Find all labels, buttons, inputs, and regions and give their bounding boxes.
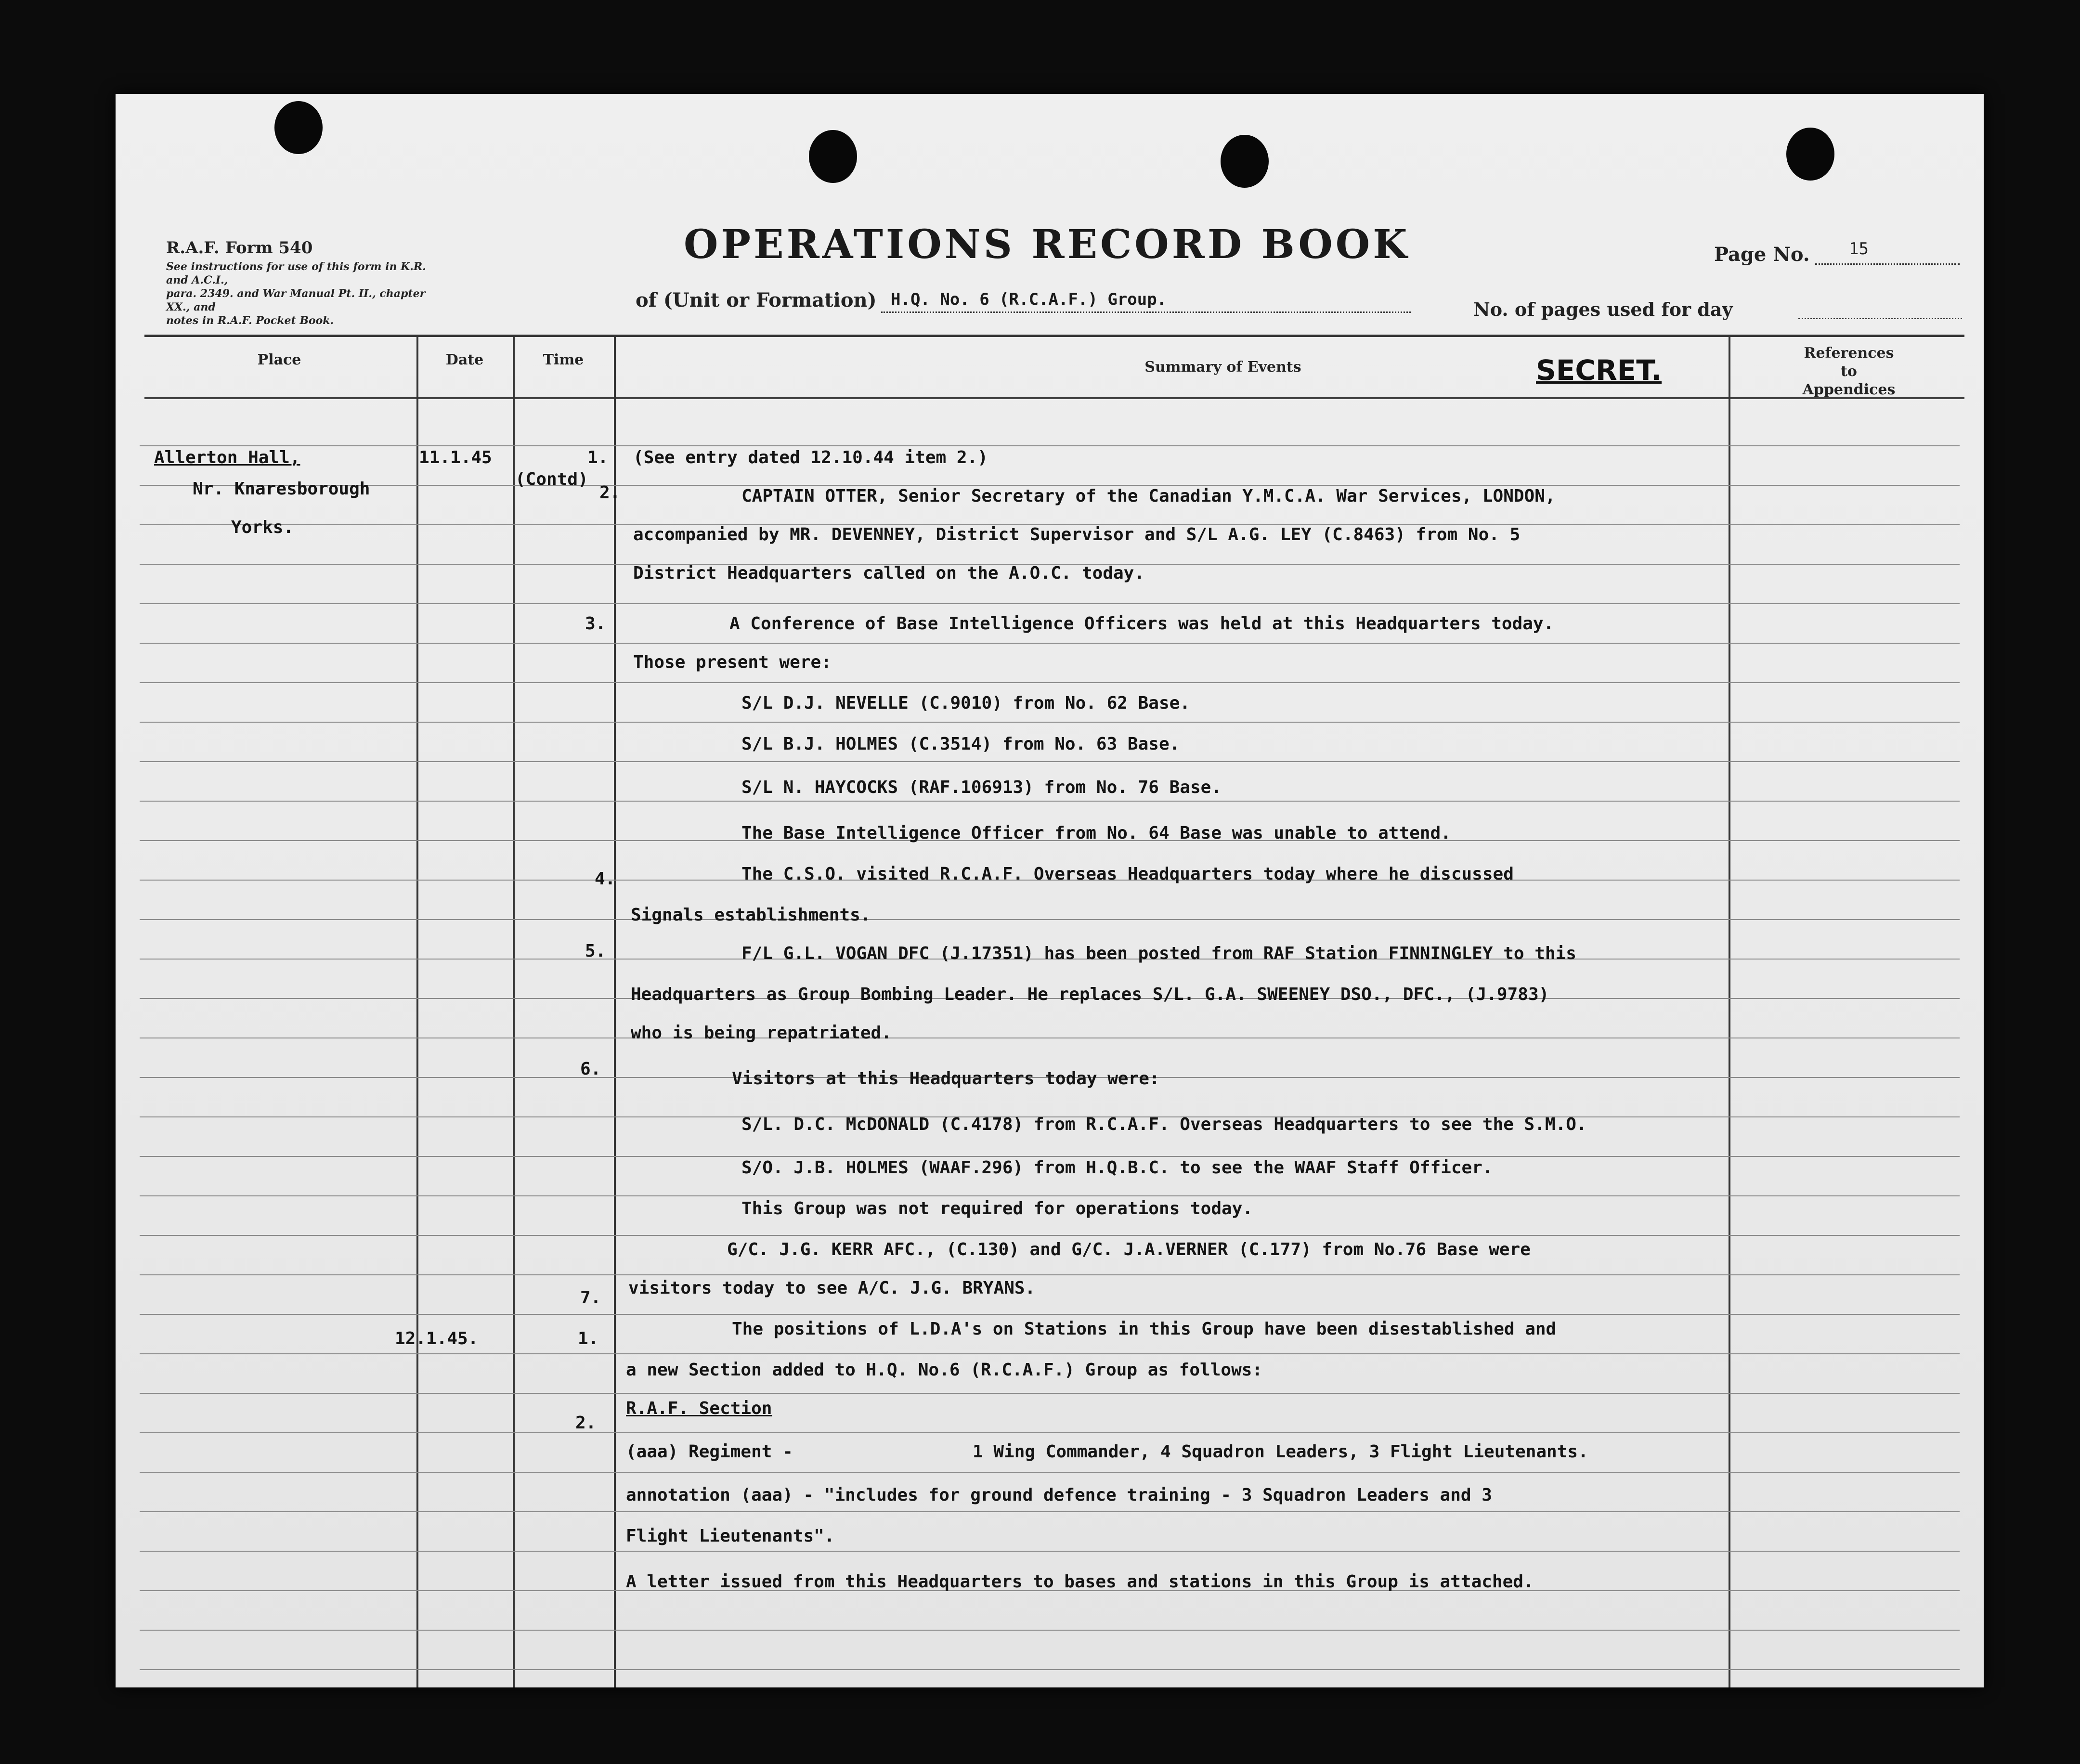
summary-line: Visitors at this Headquarters today were: xyxy=(732,1069,1160,1089)
summary-line: Headquarters as Group Bombing Leader. He replaces S/L. G.A. SWEENEY DSO., DFC., (J.9783) xyxy=(631,985,1549,1004)
item-number: 1. xyxy=(587,448,609,467)
ruled-line xyxy=(140,761,1960,762)
summary-line: Flight Lieutenants". xyxy=(626,1526,835,1546)
summary-heading: R.A.F. Section xyxy=(626,1399,772,1418)
ruled-line xyxy=(140,919,1960,920)
column-header-references-line: Appendices xyxy=(1802,381,1896,398)
summary-line: visitors today to see A/C. J.G. BRYANS. xyxy=(628,1278,1036,1298)
binder-hole-2 xyxy=(809,130,857,183)
unit-value: H.Q. No. 6 (R.C.A.F.) Group. xyxy=(891,290,1167,309)
form-number: R.A.F. Form 540 xyxy=(166,238,313,258)
ruled-line xyxy=(140,1511,1960,1512)
column-header-references-line: to xyxy=(1841,363,1857,380)
place-line: Nr. Knaresborough xyxy=(193,479,370,499)
column-header-time: Time xyxy=(543,351,584,368)
ruled-line xyxy=(140,1353,1960,1354)
place-line: Yorks. xyxy=(231,518,294,537)
page-number-value: 15 xyxy=(1849,239,1869,259)
summary-line: (See entry dated 12.10.44 item 2.) xyxy=(633,448,988,467)
ruled-line xyxy=(140,1669,1960,1670)
ruled-line xyxy=(140,722,1960,723)
summary-line: A letter issued from this Headquarters to bases and stations in this Group is attached. xyxy=(626,1572,1534,1592)
form-instructions xyxy=(166,260,436,327)
column-divider-time xyxy=(614,335,616,1687)
column-divider-place xyxy=(416,335,418,1687)
summary-line: annotation (aaa) - "includes for ground defence training - 3 Squadron Leaders and 3 xyxy=(626,1485,1492,1505)
item-number: 4. xyxy=(595,869,616,889)
column-header-summary: Summary of Events xyxy=(1144,359,1301,376)
ruled-line xyxy=(140,682,1960,683)
summary-line: The C.S.O. visited R.C.A.F. Overseas Headquarters today where he discussed xyxy=(741,864,1514,884)
page-title: OPERATIONS RECORD BOOK xyxy=(684,221,1410,268)
ruled-line xyxy=(140,603,1960,604)
ruled-line xyxy=(140,1472,1960,1473)
summary-line: S/O. J.B. HOLMES (WAAF.296) from H.Q.B.C. to see the WAAF Staff Officer. xyxy=(741,1158,1493,1178)
ruled-line xyxy=(140,643,1960,644)
column-header-references xyxy=(1743,344,1955,399)
ruled-line xyxy=(140,1551,1960,1552)
page-number-label: Page No. xyxy=(1714,243,1810,266)
summary-line: District Headquarters called on the A.O.C. today. xyxy=(633,563,1145,583)
summary-line: S/L N. HAYCOCKS (RAF.106913) from No. 76 Base. xyxy=(741,778,1222,797)
unit-label: of (Unit or Formation) xyxy=(636,289,877,311)
summary-line: a new Section added to H.Q. No.6 (R.C.A.F.) Group as follows: xyxy=(626,1360,1263,1380)
summary-line: This Group was not required for operations today. xyxy=(741,1199,1253,1219)
summary-line: Those present were: xyxy=(633,652,832,672)
ruled-line xyxy=(140,485,1960,486)
ruled-line xyxy=(140,1235,1960,1236)
place-line: Allerton Hall, xyxy=(154,448,300,467)
summary-line: who is being repatriated. xyxy=(631,1023,892,1043)
page-number-line xyxy=(1815,263,1960,265)
form-instructions-line: See instructions for use of this form in K.R. and A.C.I., xyxy=(166,260,426,286)
ruled-line xyxy=(140,1274,1960,1275)
column-header-place: Place xyxy=(257,351,301,368)
summary-line: S/L. D.C. McDONALD (C.4178) from R.C.A.F. Overseas Headquarters to see the S.M.O. xyxy=(741,1115,1587,1134)
form-instructions-line: para. 2349. and War Manual Pt. II., chapter XX., and xyxy=(166,287,426,313)
pages-used-line xyxy=(1798,318,1962,319)
form-instructions-line: notes in R.A.F. Pocket Book. xyxy=(166,314,334,327)
summary-line: (aaa) Regiment - xyxy=(626,1442,793,1462)
summary-line: CAPTAIN OTTER, Senior Secretary of the Canadian Y.M.C.A. War Services, LONDON, xyxy=(741,486,1556,506)
summary-line: G/C. J.G. KERR AFC., (C.130) and G/C. J.A.VERNER (C.177) from No.76 Base were xyxy=(727,1240,1531,1259)
summary-line: The Base Intelligence Officer from No. 64 Base was unable to attend. xyxy=(741,823,1451,843)
summary-line: F/L G.L. VOGAN DFC (J.17351) has been posted from RAF Station FINNINGLEY to this xyxy=(741,944,1576,963)
unit-line xyxy=(881,311,1411,313)
summary-line: A Conference of Base Intelligence Officers was held at this Headquarters today. xyxy=(729,614,1554,634)
summary-line: 1 Wing Commander, 4 Squadron Leaders, 3 Flight Lieutenants. xyxy=(973,1442,1588,1462)
column-header-references-line: References xyxy=(1804,345,1894,362)
pages-used-label: No. of pages used for day xyxy=(1473,298,1733,320)
ruled-line xyxy=(140,1195,1960,1196)
ruled-line xyxy=(140,1156,1960,1157)
time-note: (Contd) xyxy=(515,469,588,489)
item-number: 1. xyxy=(578,1329,599,1349)
binder-hole-3 xyxy=(1221,135,1269,188)
column-divider-summary xyxy=(1729,335,1730,1687)
item-number: 2. xyxy=(575,1413,597,1433)
column-divider-date xyxy=(513,335,515,1687)
entry-date: 11.1.45 xyxy=(419,448,492,467)
ruled-line xyxy=(140,1314,1960,1315)
binder-hole-4 xyxy=(1786,128,1834,181)
ruled-line xyxy=(140,1432,1960,1433)
summary-line: accompanied by MR. DEVENNEY, District Supervisor and S/L A.G. LEY (C.8463) from No. 5 xyxy=(633,525,1521,545)
item-number: 5. xyxy=(585,941,606,961)
item-number: 2. xyxy=(599,483,621,503)
ruled-line xyxy=(140,801,1960,802)
item-number: 3. xyxy=(585,614,606,634)
column-header-date: Date xyxy=(445,351,484,368)
secret-stamp: SECRET. xyxy=(1536,354,1662,387)
item-number: 7. xyxy=(580,1288,601,1308)
binder-hole-1 xyxy=(274,101,323,154)
ruled-line xyxy=(140,445,1960,446)
item-number: 6. xyxy=(580,1059,601,1079)
ruled-line xyxy=(140,1393,1960,1394)
record-sheet xyxy=(116,94,1984,1687)
summary-line: Signals establishments. xyxy=(631,905,871,925)
summary-line: S/L B.J. HOLMES (C.3514) from No. 63 Base. xyxy=(741,734,1180,754)
ruled-line xyxy=(140,1630,1960,1631)
entry-date: 12.1.45. xyxy=(395,1329,479,1349)
summary-line: S/L D.J. NEVELLE (C.9010) from No. 62 Base. xyxy=(741,693,1190,713)
summary-line: The positions of L.D.A's on Stations in this Group have been disestablished and xyxy=(732,1319,1557,1339)
